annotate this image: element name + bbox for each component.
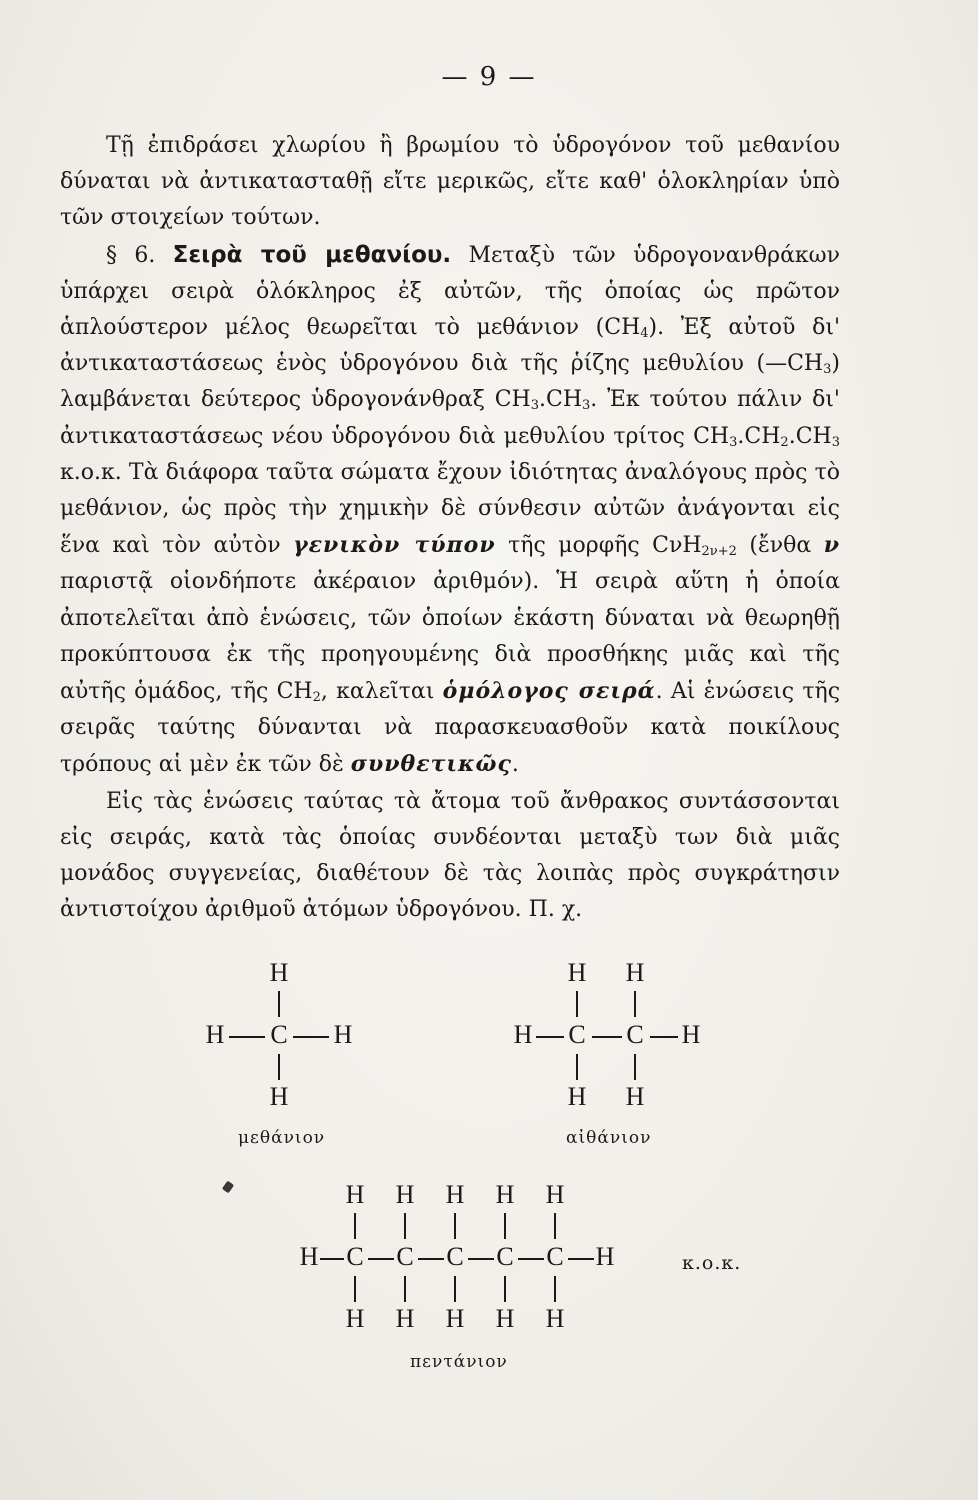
methane-caption: μεθάνιον [238,1128,326,1148]
atom-h: H [567,1082,587,1111]
bond [454,1213,456,1239]
section-text: .CH [539,387,583,413]
atom-h: H [567,958,587,987]
atom-h: H [445,1180,465,1209]
atom-c: C [396,1242,414,1271]
ink-speck [222,1181,234,1194]
bond [354,1213,356,1239]
section-number: § 6. [106,242,156,268]
atom-c: C [496,1242,514,1271]
subscript: 3 [831,434,840,450]
atom-c: C [546,1242,564,1271]
etc-label: κ.ο.κ. [682,1252,742,1274]
atom-c: C [568,1020,586,1049]
bond [576,991,578,1017]
atom-h: H [495,1304,515,1333]
section-text: τῆς μορφῆς CνH [495,533,702,559]
emphasis-synthetically: συνθετικῶς [350,751,512,778]
subscript: 3 [823,362,832,378]
section-text: . Αἱ ἑνώσεις τῆς σειρᾶς ταύτης δύνανται νὰ παρασκευασθοῦν κατὰ ποικίλους τρόπους αἱ μὲν ἐκ τῶν δὲ [60,679,841,778]
emphasis-nu: ν [823,532,840,559]
atom-h: H [345,1304,365,1333]
bond [554,1213,556,1239]
bond [454,1276,456,1302]
bond [278,1054,280,1080]
emphasis-homologous-series: ὁμόλογος σειρά [442,678,656,705]
atom-h: H [625,1082,645,1111]
emphasis-generic-formula: γενικὸν τύπον [293,532,496,559]
atom-h: H [445,1304,465,1333]
atom-h: H [495,1180,515,1209]
bond [278,991,280,1017]
atom-h: H [545,1180,565,1209]
atom-h: H [595,1242,615,1271]
subscript: 4 [640,326,649,342]
bond [650,1036,678,1038]
section-title: Σειρὰ τοῦ μεθανίου. [172,241,452,268]
subscript: 3 [530,398,539,414]
paragraph-halogen-substitution: Τῇ ἐπιδράσει χλωρίου ἢ βρωμίου τὸ ὑδρογόνον τοῦ μεθανίου δύναται νὰ ἀντικατασταθῇ εἴτε μερικῶς, εἴτε καθ' ὁλοκληρίαν ὑπὸ τῶν στοιχείων τούτων. [60,133,840,231]
section-text: ). Ἐξ αὐτοῦ δι' ἀντικαταστάσεως ἑνὸς ὑδρογόνου διὰ τῆς ῥίζης μεθυλίου (—CH [60,315,840,377]
atom-c: C [446,1242,464,1271]
atom-h: H [205,1020,225,1049]
atom-h: H [269,1082,289,1111]
section-text: , καλεῖται [320,679,435,705]
section-text: ) λαμβάνεται δεύτερος ὑδρογονάνθραξ CH [60,351,840,413]
section-text: κ.ο.κ. Τὰ διάφορα ταῦτα σώματα ἔχουν ἰδιότητας ἀναλόγους πρὸς τὸ μεθάνιον, ὡς πρὸς τὴν χημικὴν δὲ σύνθεσιν αὐτῶν ἀνάγονται εἰς ἕνα καὶ τὸν αὐτὸν [60,459,840,559]
atom-h: H [345,1180,365,1209]
atom-h: H [395,1304,415,1333]
bond [404,1276,406,1302]
atom-h: H [395,1180,415,1209]
section-text: παριστᾷ οἱονδήποτε ἀκέραιον ἀριθμόν). Ἡ σειρὰ αὕτη ἡ ὁποία ἀποτελεῖται ἀπὸ ἑνώσεις, τῶν ὁποίων ἑκάστη δύναται νὰ θεωρηθῇ προκύπτουσα ἐκ τῆς προηγουμένης διὰ προσθήκης μιᾶς καὶ τῆς αὐτῆς ὁμάδος, τῆς CH [60,569,840,705]
atom-c: C [346,1242,364,1271]
bond [592,1036,622,1038]
section-text: .CH [788,423,832,449]
atom-h: H [625,958,645,987]
section-text: (ἔνθα [736,533,812,559]
bond [576,1054,578,1080]
bond [634,1054,636,1080]
atom-c: C [626,1020,644,1049]
bond [504,1213,506,1239]
ethane-structure [508,958,708,1118]
paragraph-carbon-chains: Εἰς τὰς ἑνώσεις ταύτας τὰ ἄτομα τοῦ ἄνθρακος συντάσσονται εἰς σειράς, κατὰ τὰς ὁποίας συνδέονται μεταξὺ των διὰ μιᾶς μονάδος συγγενείας, διαθέτουν δὲ τὰς λοιπὰς πρὸς συγκράτησιν ἀντιστοίχου ἀριθμοῦ ἀτόμων ὑδρογόνου. Π. χ. [60,788,840,923]
pentane-structure [294,1180,634,1340]
body-text [60,128,840,928]
subscript: 3 [582,398,591,414]
subscript: 2ν+2 [701,544,737,560]
atom-h: H [545,1304,565,1333]
section-text: . Ἐκ τούτου πάλιν δι' ἀντικαταστάσεως νέου ὑδρογόνου διὰ μεθυλίου τρίτος CH [60,387,840,449]
bond [229,1036,265,1038]
bond [536,1036,564,1038]
subscript: 3 [729,434,738,450]
paragraph-methane-series [60,237,840,784]
atom-h: H [513,1020,533,1049]
bond [404,1213,406,1239]
ethane-caption: αἰθάνιον [566,1128,652,1148]
section-text: . [511,752,519,778]
atom-h: H [269,958,289,987]
page-number: — 9 — [441,62,537,92]
section-text: Μεταξὺ τῶν ὑδρογονανθράκων ὑπάρχει σειρὰ ὁλόκληρος ἐξ αὐτῶν, τῆς ὁποίας ὡς πρῶτον ἁπλούστερον μέλος θεωρεῖται τὸ μεθάνιον (CH [60,242,840,341]
subscript: 2 [312,690,321,706]
atom-h: H [333,1020,353,1049]
bond [293,1036,329,1038]
bond [554,1276,556,1302]
pentane-caption: πεντάνιον [410,1352,508,1372]
bond [634,991,636,1017]
bond [354,1276,356,1302]
methane-structure [200,958,360,1118]
bond [504,1276,506,1302]
section-text: .CH [737,423,781,449]
atom-c: C [270,1020,288,1049]
atom-h: H [681,1020,701,1049]
atom-h: H [299,1242,319,1271]
subscript: 2 [780,434,789,450]
